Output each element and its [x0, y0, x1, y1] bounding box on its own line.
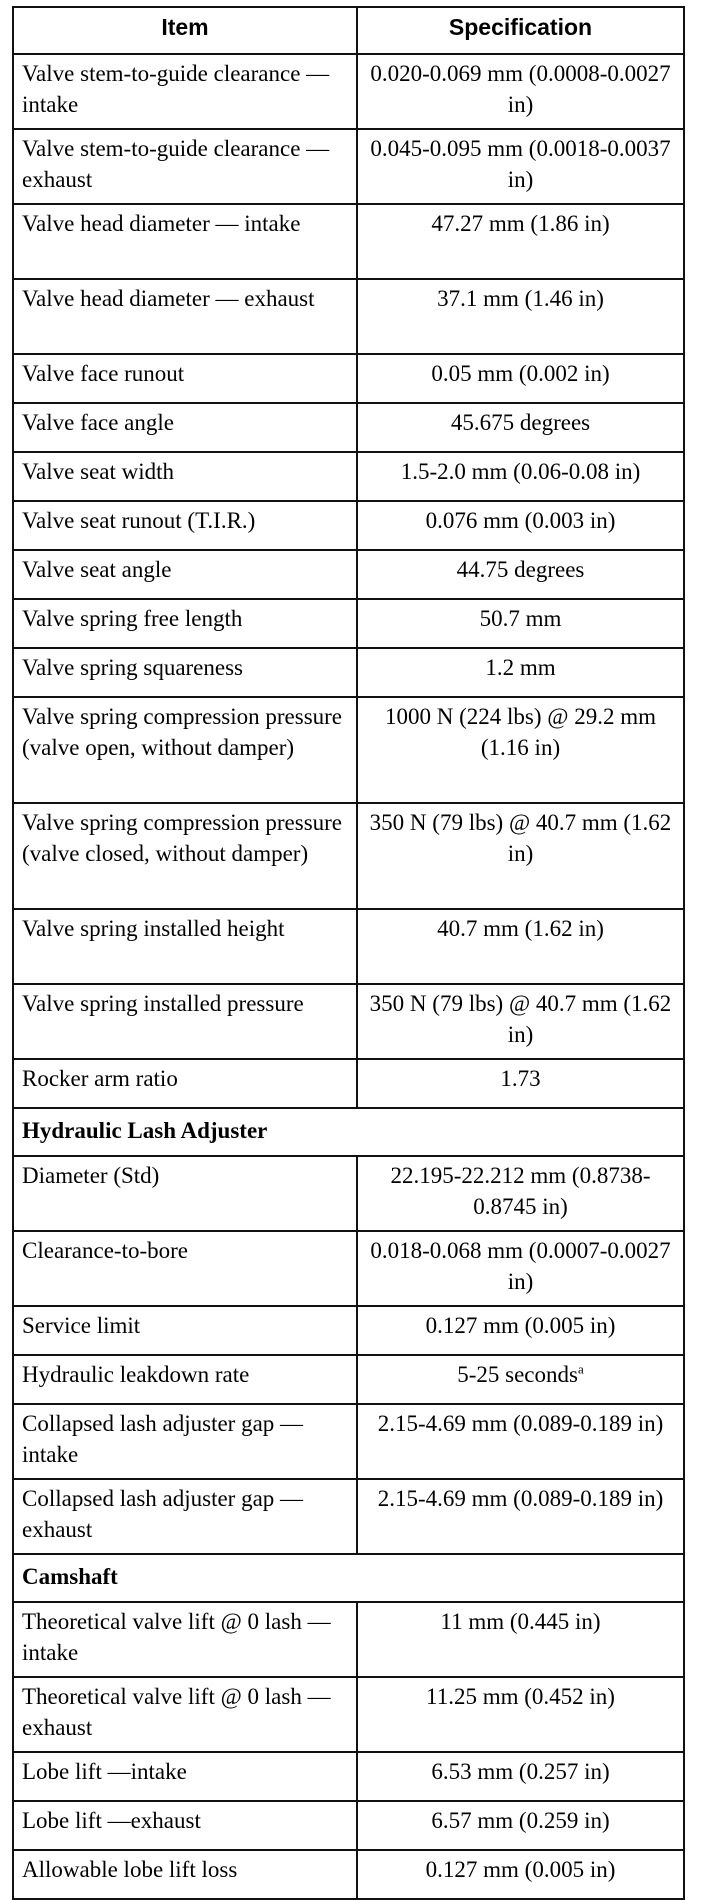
row-item: Allowable lobe lift loss: [13, 1850, 357, 1899]
row-spec: 350 N (79 lbs) @ 40.7 mm (1.62 in): [357, 984, 684, 1059]
table-row: [13, 1850, 684, 1899]
table-row: [13, 354, 684, 403]
row-spec: 47.27 mm (1.86 in): [357, 204, 684, 279]
row-spec: 11 mm (0.445 in): [357, 1602, 684, 1677]
table-row: [13, 1479, 684, 1554]
table-row: [13, 1059, 684, 1108]
row-item: Valve spring installed pressure: [13, 984, 357, 1059]
table-row: [13, 1231, 684, 1306]
row-item: Valve face runout: [13, 354, 357, 403]
table-row: [13, 1156, 684, 1231]
row-item: Valve stem-to-guide clearance —exhaust: [13, 129, 357, 204]
column-header-specification: Specification: [357, 7, 684, 54]
row-item: Valve stem-to-guide clearance —intake: [13, 54, 357, 129]
table-row: [13, 648, 684, 697]
row-spec: 22.195-22.212 mm (0.8738-0.8745 in): [357, 1156, 684, 1231]
row-item: Valve seat angle: [13, 550, 357, 599]
row-spec: 37.1 mm (1.46 in): [357, 279, 684, 354]
row-item: Clearance-to-bore: [13, 1231, 357, 1306]
table-row: [13, 452, 684, 501]
row-spec: 2.15-4.69 mm (0.089-0.189 in): [357, 1404, 684, 1479]
row-item: Valve spring installed height: [13, 909, 357, 984]
footnote-marker: a: [577, 1361, 584, 1377]
table-row: [13, 279, 684, 354]
table-row: [13, 909, 684, 984]
section-title-hydraulic-lash-adjuster: Hydraulic Lash Adjuster: [13, 1108, 684, 1156]
row-item: Valve face angle: [13, 403, 357, 452]
row-spec: 6.57 mm (0.259 in): [357, 1801, 684, 1850]
row-spec: 6.53 mm (0.257 in): [357, 1752, 684, 1801]
row-spec: 40.7 mm (1.62 in): [357, 909, 684, 984]
row-item: Valve head diameter — intake: [13, 204, 357, 279]
table-row: [13, 501, 684, 550]
row-item: Valve spring squareness: [13, 648, 357, 697]
row-spec: 0.045-0.095 mm (0.0018-0.0037 in): [357, 129, 684, 204]
row-item: Collapsed lash adjuster gap —exhaust: [13, 1479, 357, 1554]
row-spec: 2.15-4.69 mm (0.089-0.189 in): [357, 1479, 684, 1554]
row-item: Valve spring compression pressure (valve closed, without damper): [13, 803, 357, 909]
row-spec: 0.076 mm (0.003 in): [357, 501, 684, 550]
row-spec: 0.018-0.068 mm (0.0007-0.0027 in): [357, 1231, 684, 1306]
row-spec: 0.127 mm (0.005 in): [357, 1306, 684, 1355]
table-row: [13, 129, 684, 204]
row-spec: 50.7 mm: [357, 599, 684, 648]
row-item: Diameter (Std): [13, 1156, 357, 1231]
row-spec: 1.73: [357, 1059, 684, 1108]
row-spec: 11.25 mm (0.452 in): [357, 1677, 684, 1752]
row-spec: 350 N (79 lbs) @ 40.7 mm (1.62 in): [357, 803, 684, 909]
table-row: [13, 1306, 684, 1355]
row-item: Theoretical valve lift @ 0 lash —exhaust: [13, 1677, 357, 1752]
row-item: Lobe lift —exhaust: [13, 1801, 357, 1850]
row-spec: 44.75 degrees: [357, 550, 684, 599]
table-row: [13, 550, 684, 599]
specification-table: [12, 6, 685, 1900]
table-header-row: [13, 7, 684, 54]
row-item: Collapsed lash adjuster gap —intake: [13, 1404, 357, 1479]
row-spec: [357, 1355, 684, 1404]
table-row: [13, 1404, 684, 1479]
table-row: [13, 984, 684, 1059]
row-item: Service limit: [13, 1306, 357, 1355]
row-item: Hydraulic leakdown rate: [13, 1355, 357, 1404]
row-item: Valve spring free length: [13, 599, 357, 648]
table-row: [13, 697, 684, 803]
row-item: Rocker arm ratio: [13, 1059, 357, 1108]
section-title-camshaft: Camshaft: [13, 1554, 684, 1602]
table-row: [13, 803, 684, 909]
section-header-row: [13, 1108, 684, 1156]
row-spec: 0.020-0.069 mm (0.0008-0.0027 in): [357, 54, 684, 129]
column-header-item: Item: [13, 7, 357, 54]
table-row: [13, 1355, 684, 1404]
row-spec: 0.127 mm (0.005 in): [357, 1850, 684, 1899]
row-spec: 0.05 mm (0.002 in): [357, 354, 684, 403]
table-row: [13, 1801, 684, 1850]
row-spec: 1000 N (224 lbs) @ 29.2 mm (1.16 in): [357, 697, 684, 803]
row-item: Valve spring compression pressure (valve open, without damper): [13, 697, 357, 803]
table-row: [13, 1677, 684, 1752]
row-item: Valve head diameter — exhaust: [13, 279, 357, 354]
table-row: [13, 599, 684, 648]
table-row: [13, 1602, 684, 1677]
row-spec: 45.675 degrees: [357, 403, 684, 452]
row-item: Valve seat runout (T.I.R.): [13, 501, 357, 550]
row-item: Theoretical valve lift @ 0 lash —intake: [13, 1602, 357, 1677]
row-item: Valve seat width: [13, 452, 357, 501]
table-row: [13, 1752, 684, 1801]
row-spec-text: 5-25 seconds: [457, 1362, 578, 1387]
row-spec: 1.2 mm: [357, 648, 684, 697]
table-row: [13, 54, 684, 129]
table-row: [13, 204, 684, 279]
row-item: Lobe lift —intake: [13, 1752, 357, 1801]
table-row: [13, 403, 684, 452]
row-spec: 1.5-2.0 mm (0.06-0.08 in): [357, 452, 684, 501]
section-header-row: [13, 1554, 684, 1602]
